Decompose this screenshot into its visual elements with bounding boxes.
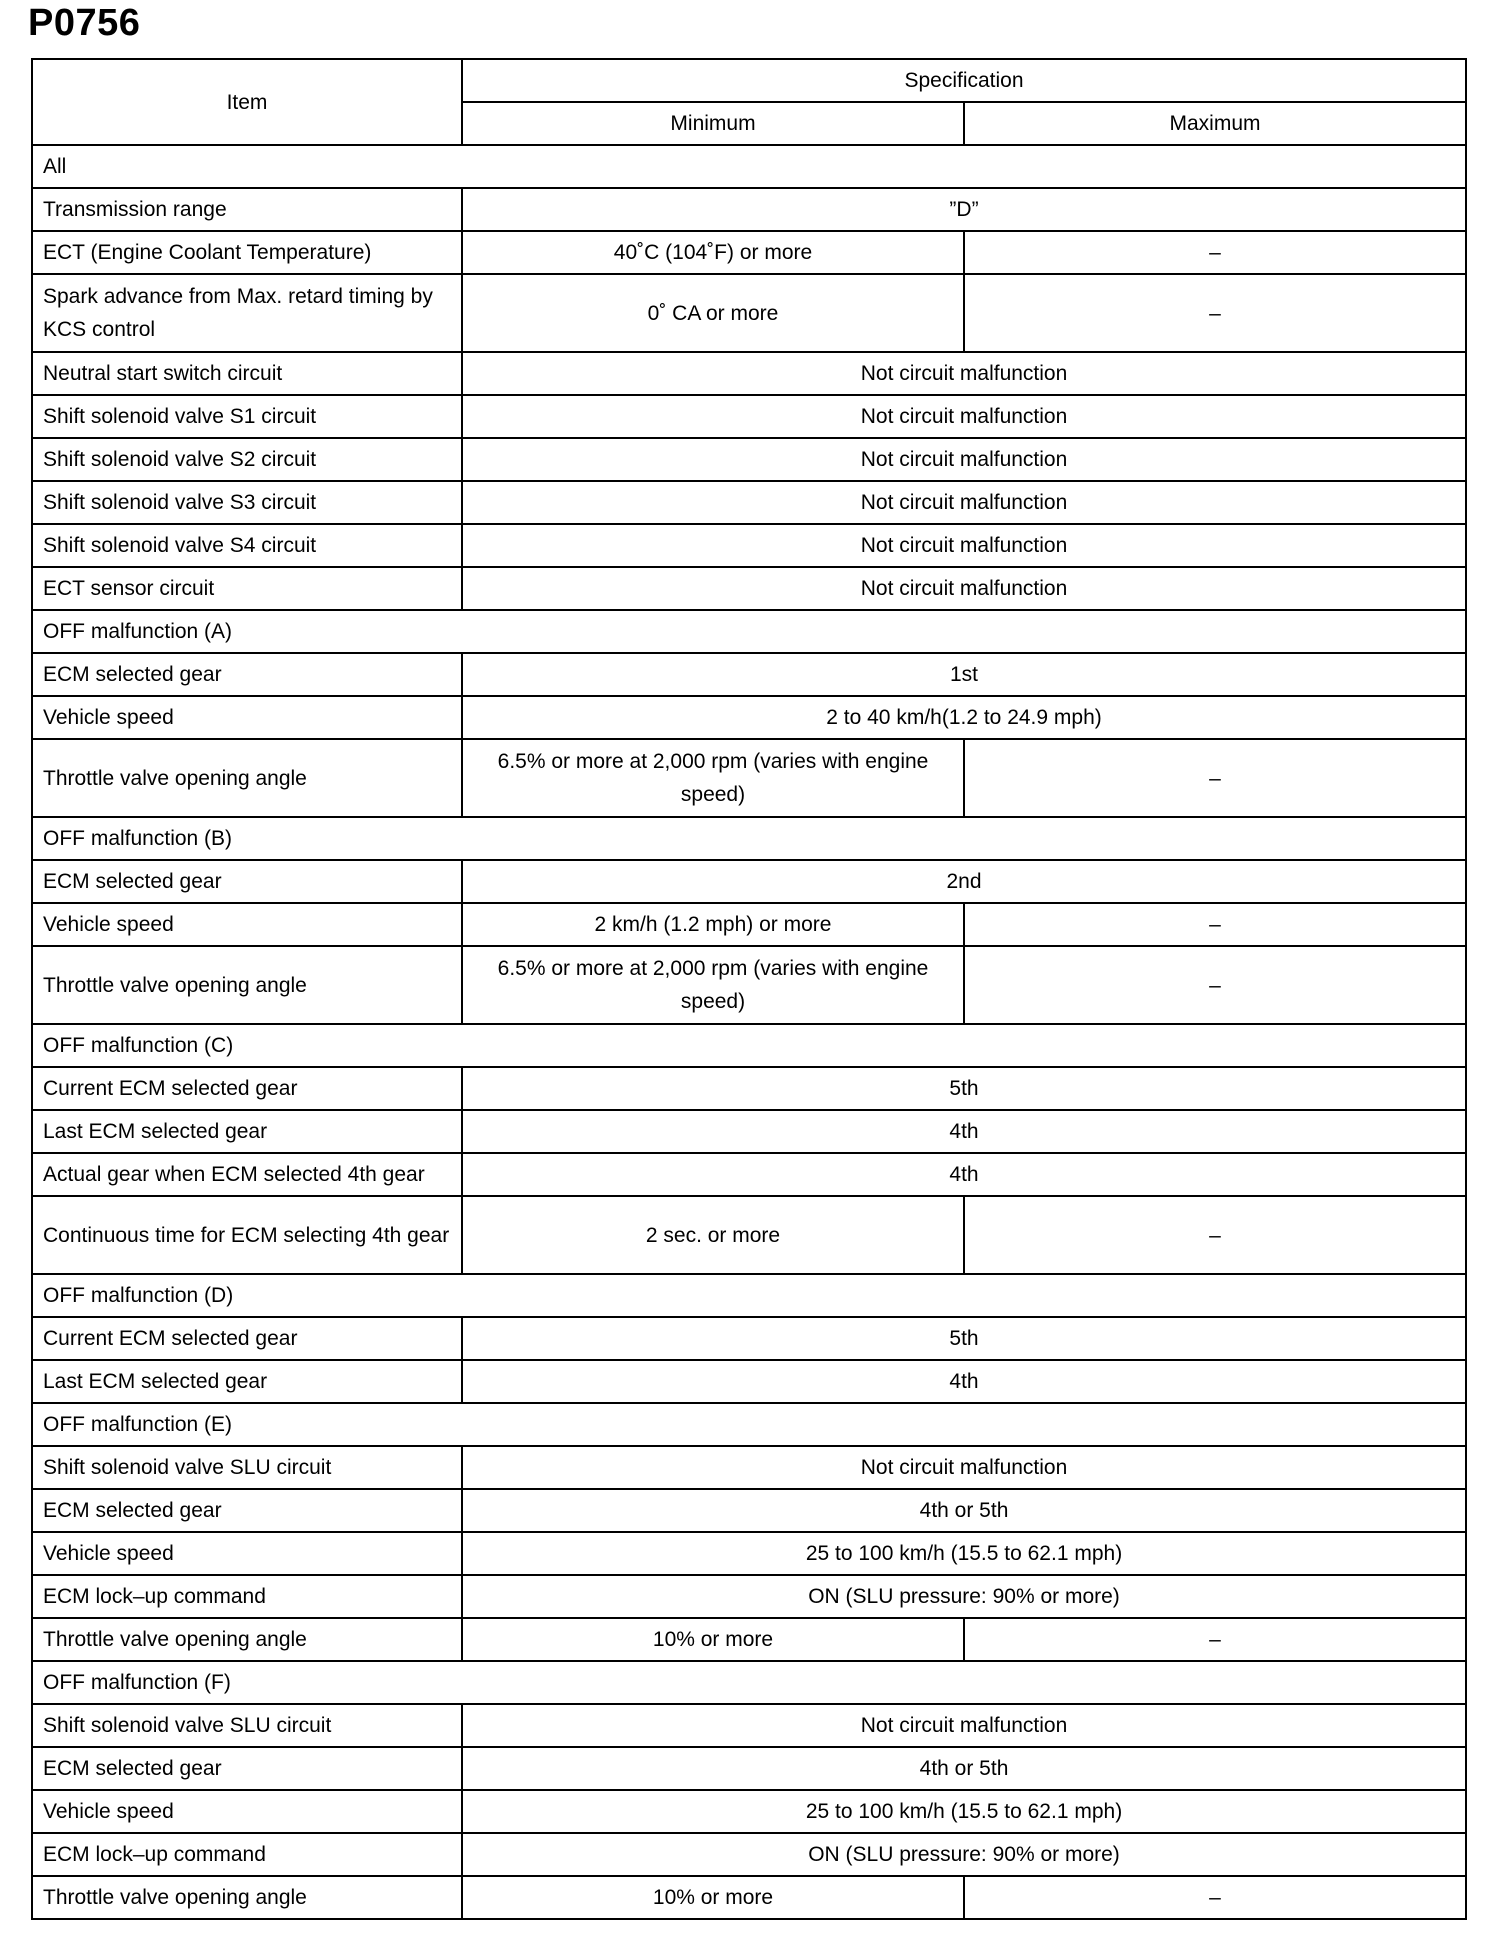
table-row [32, 1067, 1466, 1110]
item-cell: Shift solenoid valve S1 circuit [32, 395, 462, 438]
section-heading: OFF malfunction (E) [32, 1403, 1466, 1446]
specification-cell: 25 to 100 km/h (15.5 to 62.1 mph) [462, 1790, 1466, 1833]
specification-cell: 4th [462, 1153, 1466, 1196]
table-row [32, 1833, 1466, 1876]
item-cell: Shift solenoid valve S4 circuit [32, 524, 462, 567]
specification-table [31, 58, 1467, 1920]
specification-cell: 5th [462, 1317, 1466, 1360]
table-row [32, 231, 1466, 274]
specification-cell: 4th or 5th [462, 1747, 1466, 1790]
specification-cell: 2nd [462, 860, 1466, 903]
item-cell: ECM lock–up command [32, 1833, 462, 1876]
section-row [32, 610, 1466, 653]
table-row [32, 1747, 1466, 1790]
item-column-header: Item [32, 59, 462, 145]
table-row [32, 946, 1466, 1024]
item-cell: Neutral start switch circuit [32, 352, 462, 395]
item-cell: Vehicle speed [32, 1532, 462, 1575]
item-cell: Current ECM selected gear [32, 1067, 462, 1110]
maximum-cell: – [964, 903, 1466, 946]
item-cell: ECM selected gear [32, 653, 462, 696]
section-heading: OFF malfunction (A) [32, 610, 1466, 653]
minimum-cell: 40˚C (104˚F) or more [462, 231, 964, 274]
minimum-cell: 10% or more [462, 1618, 964, 1661]
specification-cell: 4th [462, 1360, 1466, 1403]
table-row [32, 1196, 1466, 1274]
page-title: P0756 [28, 2, 141, 44]
item-cell: Continuous time for ECM selecting 4th gear [32, 1196, 462, 1274]
specification-cell: ON (SLU pressure: 90% or more) [462, 1833, 1466, 1876]
table-body [32, 145, 1466, 1919]
specification-cell: Not circuit malfunction [462, 1446, 1466, 1489]
specification-cell: 1st [462, 653, 1466, 696]
section-row [32, 817, 1466, 860]
table-row [32, 903, 1466, 946]
table-row [32, 1618, 1466, 1661]
section-heading: OFF malfunction (D) [32, 1274, 1466, 1317]
item-cell: Throttle valve opening angle [32, 946, 462, 1024]
minimum-column-header: Minimum [462, 102, 964, 145]
item-cell: Vehicle speed [32, 903, 462, 946]
table-row [32, 481, 1466, 524]
table-row [32, 567, 1466, 610]
table-row [32, 653, 1466, 696]
table-row [32, 1360, 1466, 1403]
minimum-cell: 0˚ CA or more [462, 274, 964, 352]
section-heading: All [32, 145, 1466, 188]
specification-cell: ”D” [462, 188, 1466, 231]
maximum-cell: – [964, 1196, 1466, 1274]
section-row [32, 1403, 1466, 1446]
section-row [32, 1024, 1466, 1067]
item-cell: Throttle valve opening angle [32, 1876, 462, 1919]
specification-column-header: Specification [462, 59, 1466, 102]
specification-cell: 25 to 100 km/h (15.5 to 62.1 mph) [462, 1532, 1466, 1575]
maximum-cell: – [964, 1618, 1466, 1661]
item-cell: Current ECM selected gear [32, 1317, 462, 1360]
section-row [32, 1661, 1466, 1704]
specification-cell: Not circuit malfunction [462, 352, 1466, 395]
item-cell: Transmission range [32, 188, 462, 231]
specification-cell: Not circuit malfunction [462, 1704, 1466, 1747]
specification-cell: Not circuit malfunction [462, 395, 1466, 438]
maximum-cell: – [964, 274, 1466, 352]
table-row [32, 1790, 1466, 1833]
item-cell: Actual gear when ECM selected 4th gear [32, 1153, 462, 1196]
table-row [32, 1575, 1466, 1618]
item-cell: Shift solenoid valve SLU circuit [32, 1704, 462, 1747]
minimum-cell: 2 sec. or more [462, 1196, 964, 1274]
table-row [32, 352, 1466, 395]
item-cell: ECT (Engine Coolant Temperature) [32, 231, 462, 274]
item-cell: Last ECM selected gear [32, 1360, 462, 1403]
table-row [32, 438, 1466, 481]
item-cell: Shift solenoid valve S2 circuit [32, 438, 462, 481]
specification-cell: ON (SLU pressure: 90% or more) [462, 1575, 1466, 1618]
item-cell: ECM selected gear [32, 1489, 462, 1532]
table-row [32, 1110, 1466, 1153]
section-row [32, 1274, 1466, 1317]
item-cell: ECM selected gear [32, 860, 462, 903]
table-row [32, 1876, 1466, 1919]
item-cell: Last ECM selected gear [32, 1110, 462, 1153]
table-row [32, 860, 1466, 903]
specification-cell: 4th or 5th [462, 1489, 1466, 1532]
minimum-cell: 2 km/h (1.2 mph) or more [462, 903, 964, 946]
specification-cell: 4th [462, 1110, 1466, 1153]
item-cell: Vehicle speed [32, 696, 462, 739]
specification-cell: Not circuit malfunction [462, 567, 1466, 610]
table-row [32, 524, 1466, 567]
specification-cell: 5th [462, 1067, 1466, 1110]
maximum-cell: – [964, 1876, 1466, 1919]
table-row [32, 1317, 1466, 1360]
table-row [32, 274, 1466, 352]
item-cell: Shift solenoid valve SLU circuit [32, 1446, 462, 1489]
minimum-cell: 6.5% or more at 2,000 rpm (varies with engine speed) [462, 739, 964, 817]
table-row [32, 188, 1466, 231]
section-heading: OFF malfunction (B) [32, 817, 1466, 860]
header-row [32, 59, 1466, 102]
item-cell: Throttle valve opening angle [32, 1618, 462, 1661]
table-row [32, 1704, 1466, 1747]
table-row [32, 1153, 1466, 1196]
section-row [32, 145, 1466, 188]
maximum-column-header: Maximum [964, 102, 1466, 145]
maximum-cell: – [964, 231, 1466, 274]
specification-cell: Not circuit malfunction [462, 481, 1466, 524]
item-cell: Spark advance from Max. retard timing by KCS control [32, 274, 462, 352]
item-cell: ECM selected gear [32, 1747, 462, 1790]
maximum-cell: – [964, 739, 1466, 817]
specification-cell: Not circuit malfunction [462, 438, 1466, 481]
maximum-cell: – [964, 946, 1466, 1024]
item-cell: ECM lock–up command [32, 1575, 462, 1618]
table-header [32, 59, 1466, 145]
item-cell: Shift solenoid valve S3 circuit [32, 481, 462, 524]
table-row [32, 739, 1466, 817]
table-row [32, 1446, 1466, 1489]
table-row [32, 1489, 1466, 1532]
minimum-cell: 10% or more [462, 1876, 964, 1919]
item-cell: Vehicle speed [32, 1790, 462, 1833]
specification-cell: 2 to 40 km/h(1.2 to 24.9 mph) [462, 696, 1466, 739]
table-row [32, 395, 1466, 438]
section-heading: OFF malfunction (C) [32, 1024, 1466, 1067]
item-cell: Throttle valve opening angle [32, 739, 462, 817]
table-row [32, 1532, 1466, 1575]
specification-cell: Not circuit malfunction [462, 524, 1466, 567]
table-row [32, 696, 1466, 739]
item-cell: ECT sensor circuit [32, 567, 462, 610]
section-heading: OFF malfunction (F) [32, 1661, 1466, 1704]
minimum-cell: 6.5% or more at 2,000 rpm (varies with engine speed) [462, 946, 964, 1024]
